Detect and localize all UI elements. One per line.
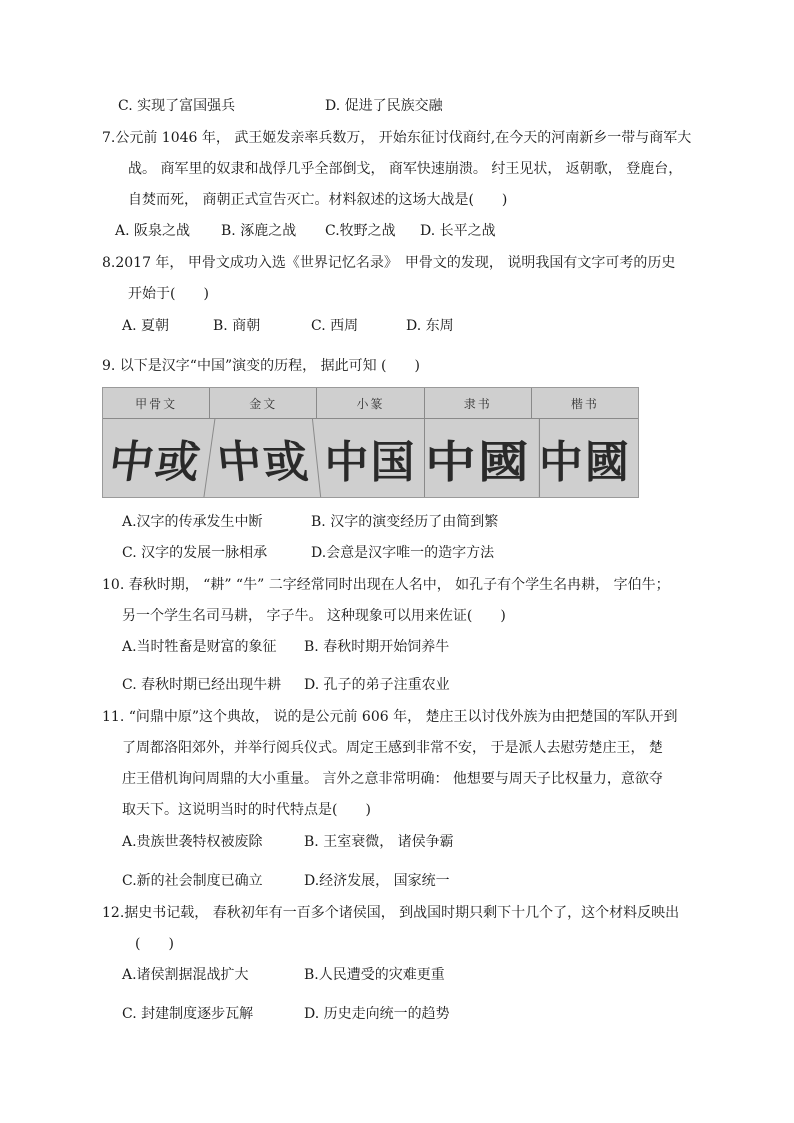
- q11-option-c: C.新的社会制度已确立: [122, 873, 263, 889]
- q9-option-c: C. 汉字的发展一脉相承: [122, 545, 268, 561]
- script-glyph-oracle: 中或: [97, 418, 215, 497]
- q10-option-c: C. 春秋时期已经出现牛耕: [122, 677, 282, 693]
- q11-option-a: A.贵族世袭特权被废除: [122, 834, 263, 850]
- q12-stem-line2: ( ): [135, 936, 174, 952]
- script-glyph-regular: 中國: [538, 436, 631, 488]
- script-header-regular: 楷书: [570, 396, 599, 411]
- q9-stem-line1: 9. 以下是汉字“中国”演变的历程， 据此可知 ( ): [102, 358, 420, 374]
- q12-option-a: A.诸侯割据混战扩大: [122, 967, 249, 983]
- q8-option-c: C. 西周: [311, 318, 359, 334]
- q10-stem-line1: 10. 春秋时期， “耕” “牛” 二字经常同时出现在人名中， 如孔子有个学生名冉耕， 字伯牛；: [102, 577, 670, 593]
- q6-option-c: C. 实现了富国强兵: [118, 98, 236, 114]
- q11-stem-line4: 取天下。这说明当时的时代特点是( ): [122, 802, 371, 818]
- q8-stem-line2: 开始于( ): [128, 286, 209, 302]
- script-header-clerical: 隶书: [425, 388, 532, 418]
- script-header-bronze: 金文: [210, 388, 317, 418]
- script-header-seal: 小篆: [317, 388, 424, 418]
- q11-stem-line2: 了周都洛阳郊外，并举行阅兵仪式。周定王感到非常不安， 于是派人去慰劳楚庄王， 楚: [122, 740, 663, 756]
- q12-option-b: B.人民遭受的灾难更重: [304, 967, 445, 983]
- script-table-body: [103, 418, 638, 497]
- q12-stem-line1: 12.据史书记载， 春秋初年有一百多个诸侯国， 到战国时期只剩下十几个了，这个材料反映出: [102, 905, 680, 921]
- q12-option-c: C. 封建制度逐步瓦解: [122, 1006, 254, 1022]
- script-evolution-image: [102, 387, 639, 498]
- q11-stem-line3: 庄王借机询问周鼎的大小重量。 言外之意非常明确： 他想要与周天子比权量力，意欲夺: [122, 771, 663, 787]
- script-table-header: [103, 388, 638, 419]
- q12-option-d: D. 历史走向统一的趋势: [304, 1006, 450, 1022]
- q10-option-d: D. 孔子的弟子注重农业: [304, 677, 450, 693]
- q7-option-b: B. 涿鹿之战: [221, 223, 297, 239]
- q8-option-b: B. 商朝: [213, 318, 261, 334]
- q9-option-a: A.汉字的传承发生中断: [122, 514, 263, 530]
- q7-stem-line1: 7.公元前 1046 年， 武王姬发亲率兵数万， 开始东征讨伐商纣,在今天的河南新乡一带与商军大: [102, 130, 692, 146]
- q7-stem-line3: 自焚而死， 商朝正式宣告灭亡。材料叙述的这场大战是( ): [128, 192, 508, 208]
- q10-option-b: B. 春秋时期开始饲养牛: [304, 639, 450, 655]
- q10-stem-line2: 另一个学生名司马耕， 字子牛。 这种现象可以用来佐证( ): [122, 608, 506, 624]
- q8-stem-line1: 8.2017 年， 甲骨文成功入选《世界记忆名录》 甲骨文的发现， 说明我国有文字可考的历史: [102, 255, 676, 271]
- script-header-oracle: 甲骨文: [103, 388, 210, 418]
- q11-option-d: D.经济发展， 国家统一: [304, 873, 450, 889]
- script-glyph-bronze: 中或: [206, 418, 322, 497]
- q6-option-d: D. 促进了民族交融: [325, 98, 443, 114]
- script-glyph-clerical: 中國: [417, 418, 540, 497]
- q7-option-c: C.牧野之战: [325, 223, 396, 239]
- q11-option-b: B. 王室衰微， 诸侯争霸: [304, 834, 454, 850]
- q10-option-a: A.当时牲畜是财富的象征: [122, 639, 277, 655]
- q8-option-a: A. 夏朝: [122, 318, 170, 334]
- q7-option-d: D. 长平之战: [420, 223, 496, 239]
- script-glyph-seal: 中国: [317, 418, 424, 497]
- q7-stem-line2: 战。 商军里的奴隶和战俘几乎全部倒戈， 商军快速崩溃。 纣王见状， 返朝歌， 登鹿台，: [128, 161, 683, 177]
- q7-option-a: A. 阪泉之战: [115, 223, 191, 239]
- q9-option-d: D.会意是汉字唯一的造字方法: [311, 545, 495, 561]
- q8-option-d: D. 东周: [406, 318, 454, 334]
- q9-option-b: B. 汉字的演变经历了由简到繁: [311, 514, 499, 530]
- q11-stem-line1: 11. “问鼎中原”这个典故， 说的是公元前 606 年， 楚庄王以讨伐外族为由把楚国的军队开到: [102, 709, 678, 725]
